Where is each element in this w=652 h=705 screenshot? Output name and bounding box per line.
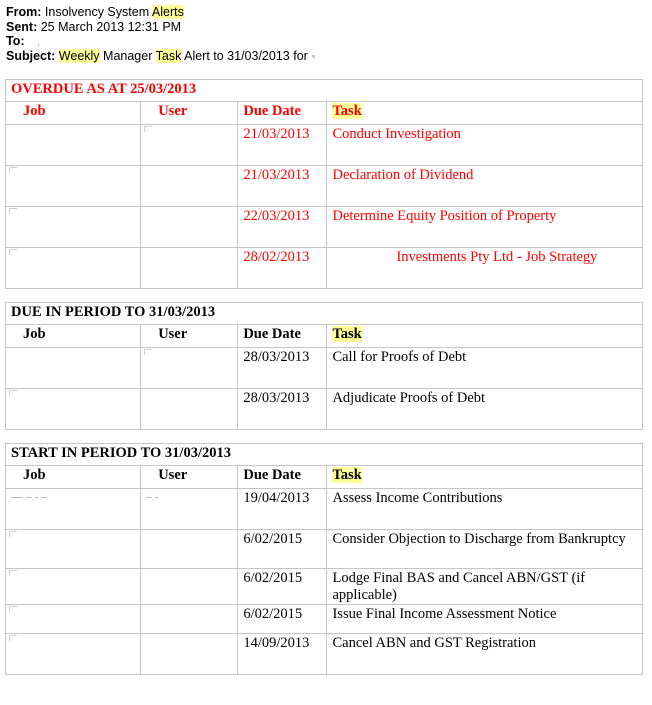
email-subject-highlight-task: Task (155, 48, 182, 63)
section-title-overdue: OVERDUE AS AT 25/03/2013 (6, 80, 643, 102)
table-row[interactable] (6, 605, 643, 634)
cell-job (6, 530, 141, 569)
column-header-task-label: Task (332, 103, 362, 120)
section-title-start-in-period: START IN PERIOD TO 31/03/2013 (6, 444, 643, 466)
column-header-user (141, 466, 238, 489)
redacted-recipient-mark: , (28, 36, 41, 49)
redaction-mark (9, 606, 17, 612)
cell-job (6, 489, 141, 530)
cell-user (141, 634, 238, 675)
email-header (0, 0, 652, 63)
column-header-row (6, 325, 643, 348)
email-subject-row (6, 49, 652, 64)
email-subject-label: Subject: (6, 48, 56, 63)
email-to-label: To: (6, 34, 25, 49)
cell-user (141, 389, 238, 430)
column-header-job (6, 325, 141, 348)
column-header-due-date: Due Date (238, 325, 327, 348)
email-from-row (6, 5, 652, 20)
redaction-mark (9, 635, 17, 641)
table-row[interactable] (6, 530, 643, 569)
redaction-mark (9, 167, 17, 173)
table-row[interactable] (6, 207, 643, 248)
section-overdue (5, 79, 643, 289)
column-header-due-date: Due Date (238, 466, 327, 489)
email-sent-row (6, 20, 652, 35)
redaction-mark (144, 349, 152, 355)
cell-job (6, 605, 141, 634)
cell-task (327, 248, 643, 289)
cell-task: Adjudicate Proofs of Debt (327, 389, 643, 430)
cell-user (141, 125, 238, 166)
cell-job (6, 348, 141, 389)
email-sent-label: Sent: (6, 19, 38, 34)
start-in-period-table (5, 443, 643, 675)
section-title-due-in-period: DUE IN PERIOD TO 31/03/2013 (6, 303, 643, 325)
section-start-in-period (5, 443, 643, 675)
cell-user (141, 207, 238, 248)
cell-task: Lodge Final BAS and Cancel ABN/GST (if applicable) (327, 569, 643, 605)
cell-due-date: 6/02/2015 (238, 605, 327, 634)
redaction-mark (9, 390, 17, 396)
cell-due-date: 6/02/2015 (238, 530, 327, 569)
column-header-due-date: Due Date (238, 102, 327, 125)
table-row[interactable] (6, 348, 643, 389)
cell-job (6, 569, 141, 605)
cell-user (141, 605, 238, 634)
section-title-row (6, 444, 643, 466)
column-header-job-label: Job (23, 103, 46, 120)
cell-job (6, 207, 141, 248)
redaction-mark (9, 570, 17, 576)
cell-user (141, 530, 238, 569)
column-header-row (6, 102, 643, 125)
redaction-mark (146, 490, 233, 504)
cell-user (141, 248, 238, 289)
redaction-mark (144, 126, 152, 132)
section-title-row (6, 80, 643, 102)
cell-task-label: Investments Pty Ltd - Job Strategy (396, 249, 598, 266)
table-row[interactable] (6, 569, 643, 605)
email-subject-tail: Alert to 31/03/2013 for (181, 48, 308, 63)
email-from-value: Insolvency System (44, 5, 152, 19)
cell-user (141, 569, 238, 605)
cell-task: Call for Proofs of Debt (327, 348, 643, 389)
table-row[interactable] (6, 489, 643, 530)
email-sent-value: 25 March 2013 12:31 PM (40, 19, 182, 34)
email-subject-mid: Manager (99, 48, 156, 63)
column-header-row (6, 466, 643, 489)
column-header-user-label: User (158, 326, 188, 343)
due-in-period-table (5, 302, 643, 430)
redaction-mark (9, 249, 17, 255)
table-row[interactable] (6, 634, 643, 675)
column-header-user-label: User (158, 467, 188, 484)
column-header-task (327, 466, 643, 489)
cell-due-date: 14/09/2013 (238, 634, 327, 675)
column-header-job (6, 102, 141, 125)
column-header-task-label: Task (332, 326, 362, 343)
section-title-row (6, 303, 643, 325)
cell-task: Assess Income Contributions (327, 489, 643, 530)
column-header-job-label: Job (23, 467, 46, 484)
table-row[interactable] (6, 389, 643, 430)
email-from-label: From: (6, 5, 42, 19)
cell-due-date: 22/03/2013 (238, 207, 327, 248)
cell-due-date: 28/03/2013 (238, 389, 327, 430)
cell-due-date: 6/02/2015 (238, 569, 327, 605)
cell-job (6, 634, 141, 675)
cell-task: Cancel ABN and GST Registration (327, 634, 643, 675)
email-from-highlight: Alerts (151, 5, 184, 19)
table-row[interactable] (6, 125, 643, 166)
cell-job (6, 248, 141, 289)
cell-due-date: 28/02/2013 (238, 248, 327, 289)
column-header-job (6, 466, 141, 489)
column-header-job-label: Job (23, 326, 46, 343)
email-to-row (6, 34, 652, 49)
cell-due-date: 19/04/2013 (238, 489, 327, 530)
cell-due-date: 21/03/2013 (238, 125, 327, 166)
table-row[interactable] (6, 166, 643, 207)
cell-user (141, 489, 238, 530)
column-header-task-label: Task (332, 467, 362, 484)
column-header-user (141, 325, 238, 348)
cell-job (6, 166, 141, 207)
redaction-mark (9, 208, 17, 214)
column-header-user-label: User (158, 103, 188, 120)
cell-task: Determine Equity Position of Property (327, 207, 643, 248)
column-header-task (327, 325, 643, 348)
redacted-subject-mark (312, 55, 315, 58)
email-subject-highlight-weekly: Weekly (58, 48, 100, 63)
cell-job (6, 389, 141, 430)
cell-due-date: 21/03/2013 (238, 166, 327, 207)
cell-due-date: 28/03/2013 (238, 348, 327, 389)
cell-user (141, 166, 238, 207)
column-header-user (141, 102, 238, 125)
cell-task: Declaration of Dividend (327, 166, 643, 207)
cell-job (6, 125, 141, 166)
cell-task: Conduct Investigation (327, 125, 643, 166)
redaction-mark (9, 531, 17, 537)
redaction-mark (11, 490, 136, 504)
cell-user (141, 348, 238, 389)
overdue-table (5, 79, 643, 289)
cell-task: Issue Final Income Assessment Notice (327, 605, 643, 634)
section-due-in-period (5, 302, 643, 430)
column-header-task (327, 102, 643, 125)
table-row[interactable] (6, 248, 643, 289)
cell-task: Consider Objection to Discharge from Bankruptcy (327, 530, 643, 569)
